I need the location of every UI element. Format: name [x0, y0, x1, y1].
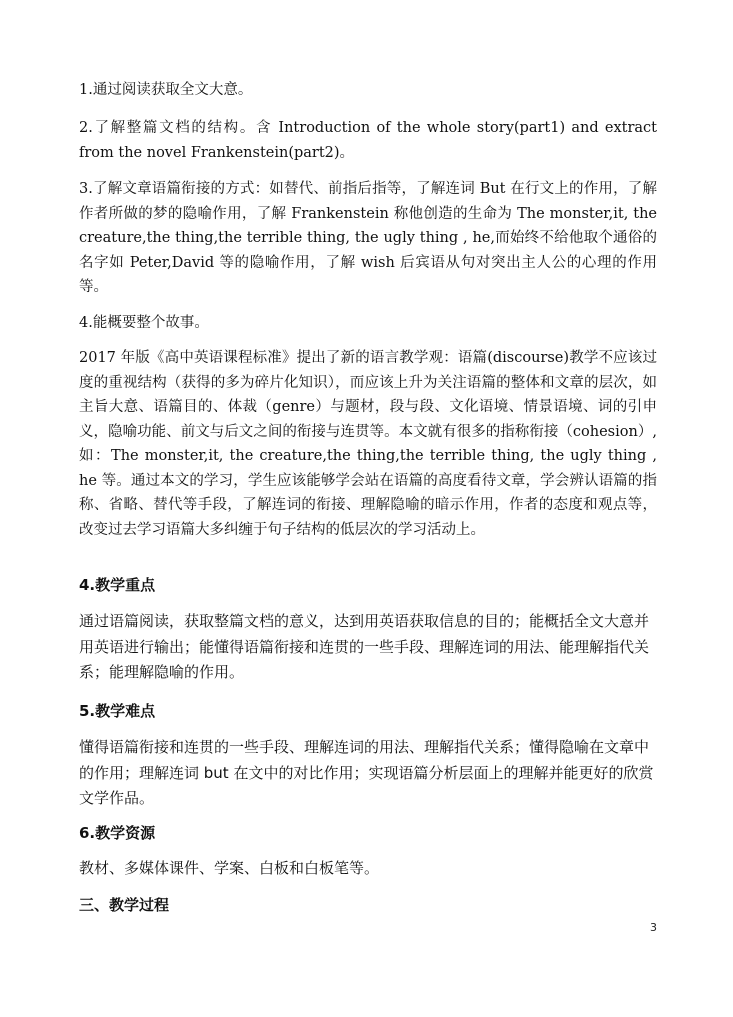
objective-2: 2.了解整篇文档的结构。含 Introduction of the whole story(part1) and extract from the novel Frankenstein(part2)。 [79, 120, 657, 161]
objective-3: 3.了解文章语篇衔接的方式：如替代、前指后指等，了解连词 But 在行文上的作用，了解作者所做的梦的隐喻作用，了解 Frankenstein 称他创造的生命为 The monster,it, the creature,the thing,the terrible thing, the ugly thing , he,而始终不给他取个通俗的名字如 Peter,David 等的隐喻作用，了解 wish 后宾语从句对突出主人公的心理的作用等。 [79, 181, 657, 295]
difficult-points-text: 懂得语篇衔接和连贯的一些手段、理解连词的用法、理解指代关系；懂得隐喻在文章中的作用；理解连词 but 在文中的对比作用；实现语篇分析层面上的理解并能更好的欣赏文学作品。 [79, 738, 654, 807]
heading-teaching-process: 三、教学过程 [79, 896, 170, 914]
heading-resources: 6.教学资源 [79, 824, 156, 842]
objective-1: 1.通过阅读获取全文大意。 [79, 82, 253, 98]
key-points-text: 通过语篇阅读，获取整篇文档的意义，达到用英语获取信息的目的；能概括全文大意并用英语进行输出；能懂得语篇衔接和连贯的一些手段、理解连词的用法、能理解指代关系；能理解隐喻的作用。 [79, 612, 650, 681]
heading-difficult-points: 5.教学难点 [79, 702, 156, 720]
heading-key-points: 4.教学重点 [79, 576, 156, 594]
resources-text: 教材、多媒体课件、学案、白板和白板笔等。 [79, 859, 380, 877]
curriculum-paragraph: 2017 年版《高中英语课程标准》提出了新的语言教学观：语篇(discourse)教学不应该过度的重视结构（获得的多为碎片化知识），而应该上升为关注语篇的整体和文章的层次，如主旨大意、语篇目的、体裁（genre）与题材，段与段、文化语境、情景语境、词的引申义，隐喻功能、前文与后文之间的衔接与连贯等。本文就有很多的指称衔接（cohesion）,如：The monster,it, the creature,the thing,the terrible thing, the ugly thing , he 等。通过本文的学习，学生应该能够学会站在语篇的高度看待文章，学会辨认语篇的指称、省略、替代等手段，了解连词的衔接、理解隐喻的暗示作用，作者的态度和观点等，改变过去学习语篇大多纠缠于句子结构的低层次的学习活动上。 [79, 350, 657, 538]
objective-4: 4.能概要整个故事。 [79, 315, 209, 331]
page-number: 3 [650, 921, 657, 934]
